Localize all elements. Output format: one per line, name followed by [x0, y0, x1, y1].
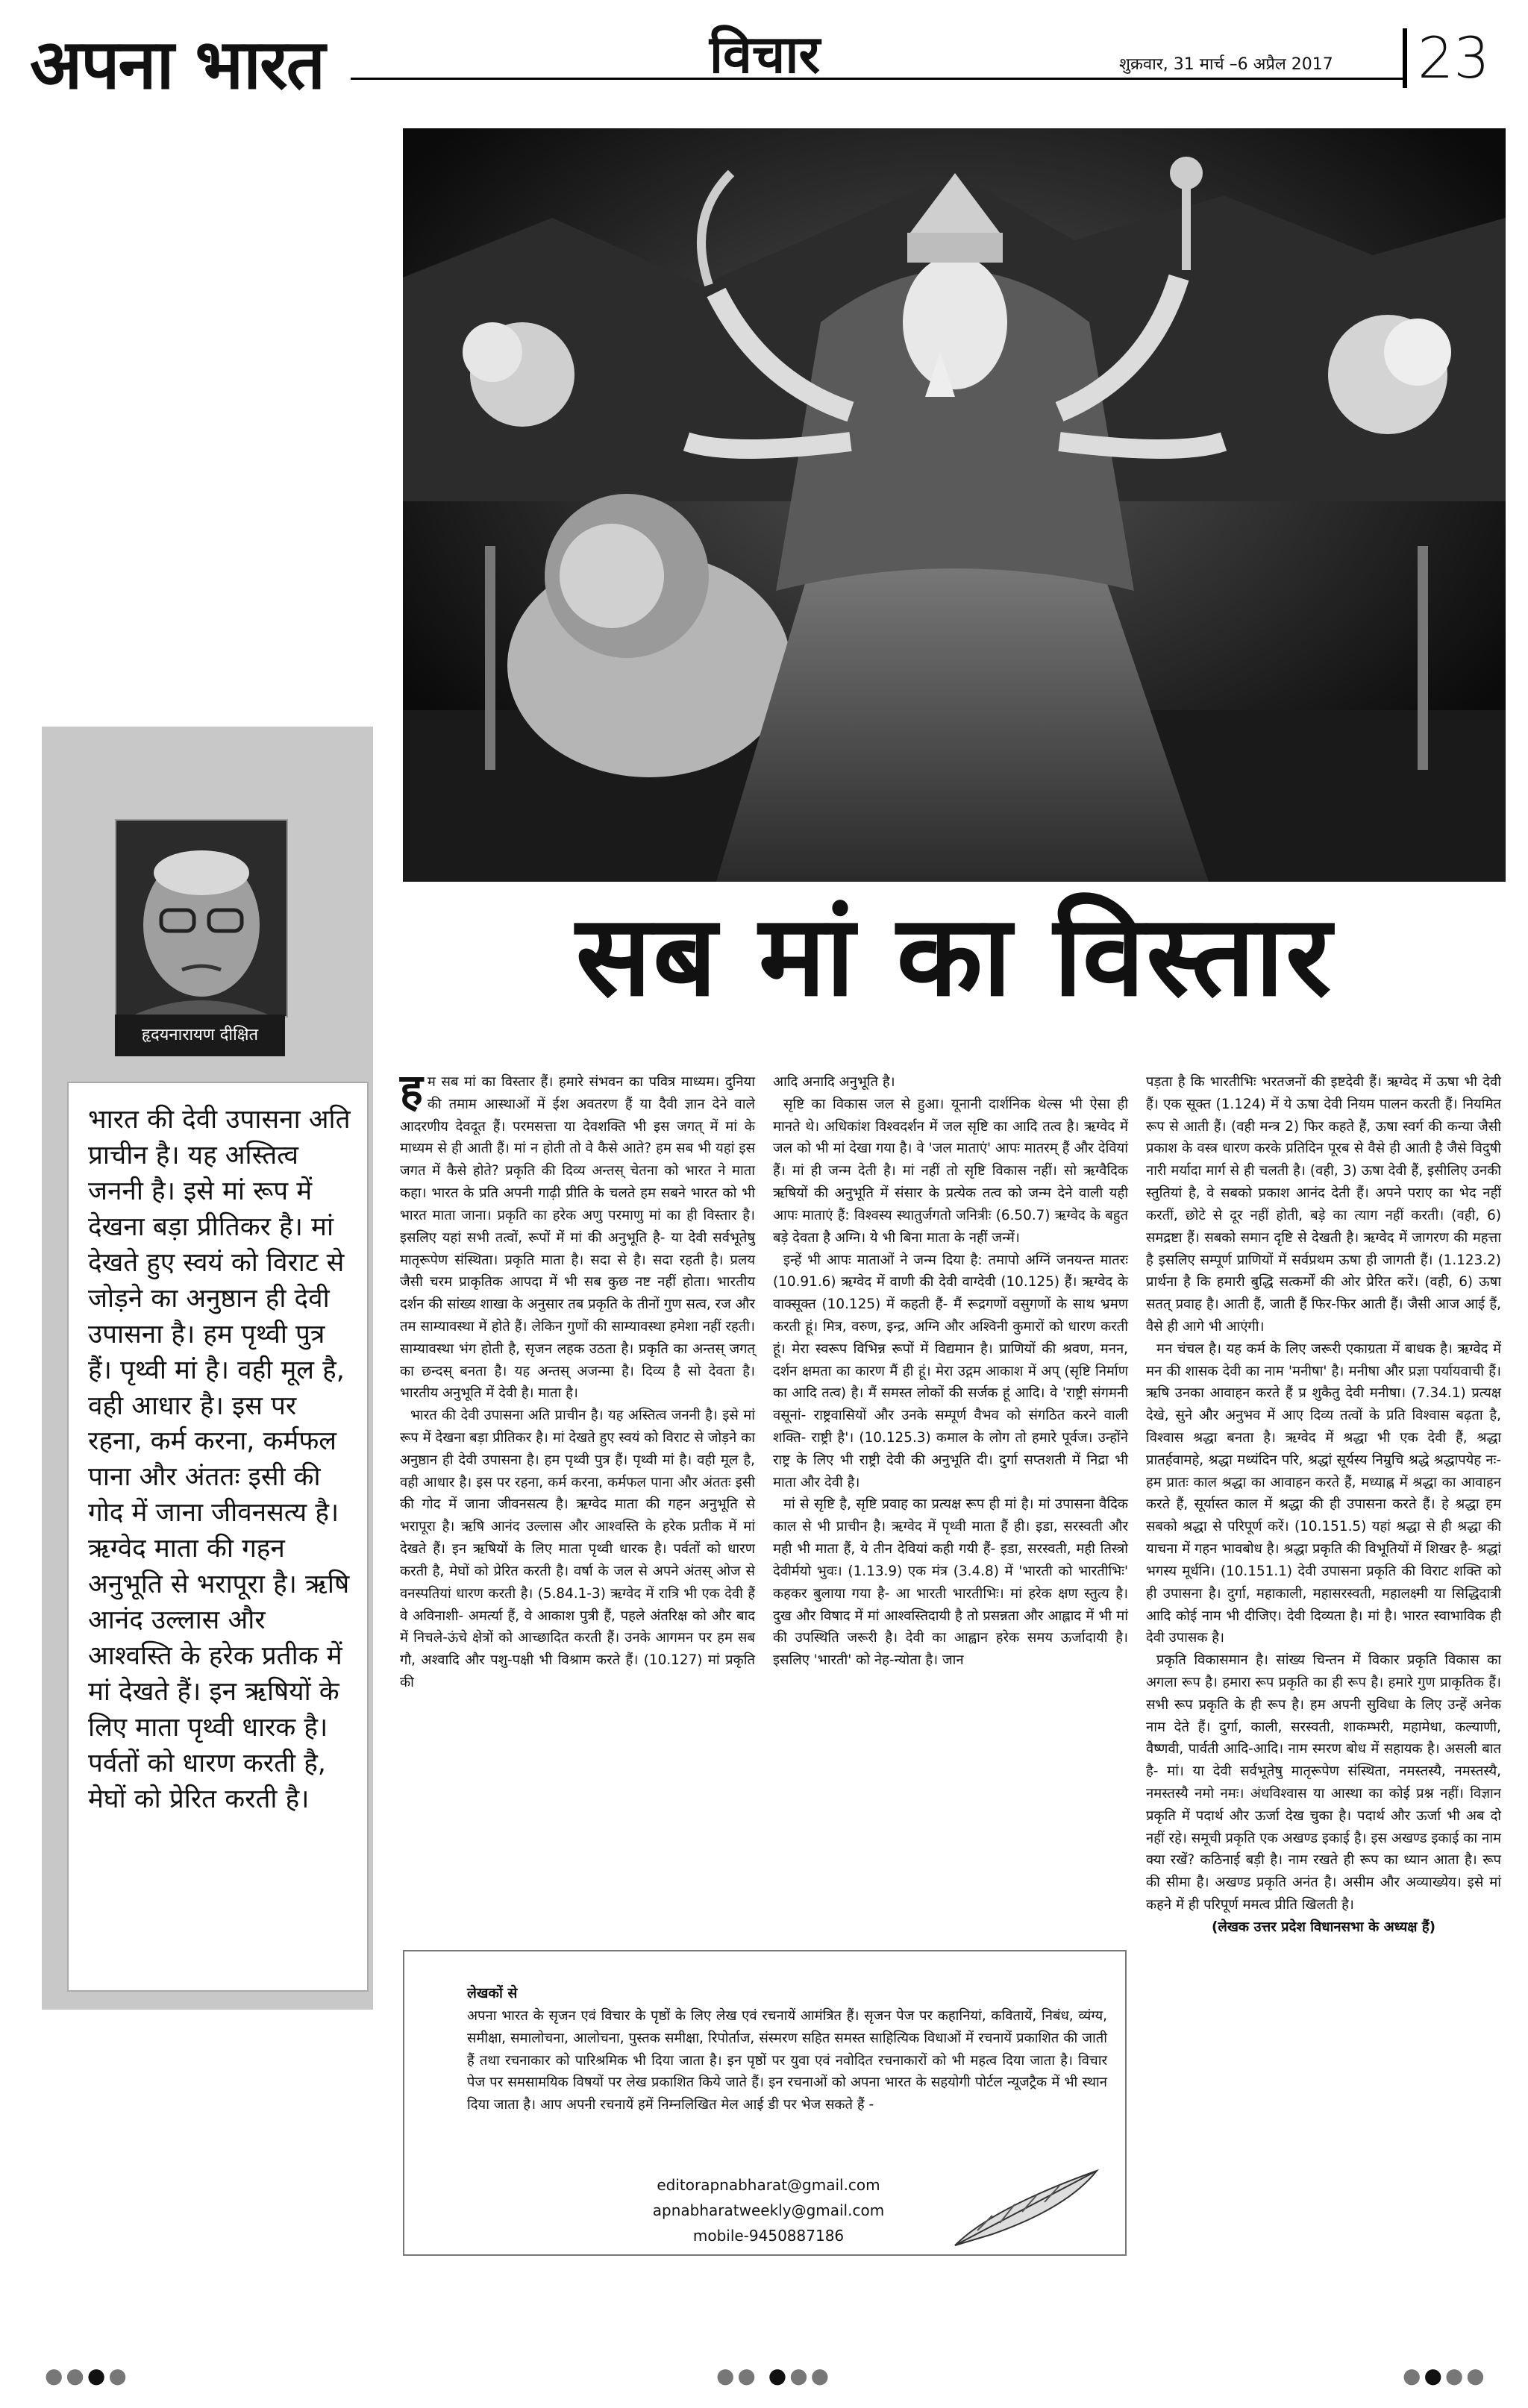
email-link[interactable]: editorapnabharat@gmail.com: [657, 2176, 880, 2194]
article-column-2: [773, 1071, 1128, 1672]
footer-dots-right: ●●●●: [1403, 2363, 1488, 2388]
section-title: विचार: [709, 24, 821, 85]
article-headline: सब मां का विस्तार: [575, 891, 1333, 1021]
article-column-3: [1146, 1071, 1501, 1939]
mobile-number: mobile-9450887186: [692, 2227, 845, 2245]
issue-date: शुक्रवार, 31 मार्च –6 अप्रैल 2017: [1119, 55, 1333, 74]
author-signoff: (लेखक उत्तर प्रदेश विधानसभा के अध्यक्ष हैं): [1211, 1919, 1435, 1935]
article-paragraph: सृष्टि का विकास जल से हुआ। यूनानी दार्शनिक थेल्स भी ऐसा ही मानते थे। अधिकांश विश्वदर्शन में जल सृष्टि का आदि तत्व है। ऋग्वेद में जल को भी मां देखा गया है। वे 'जल माताएं' आपः मातरम् हैं और देवियां हैं। मां ही जन्म देती है। मां नहीं तो सृष्टि विकास नहीं। सो ऋग्वैदिक ऋषियों की अनुभूति में संसार के प्रत्येक तत्व को जन्म देने वाली यही आपः माताएं हैं: विश्वस्य स्थातुर्जगतो जनित्रीः (6.50.7) ऋग्वेद के बहुत बड़े देवता है अग्नि। ये भी बिना माता के नहीं जन्में।: [773, 1096, 1128, 1246]
article-paragraph: आदि अनादि अनुभूति है।: [773, 1074, 895, 1090]
article-paragraph: म सब मां का विस्तार हैं। हमारे संभवन का पवित्र माध्यम। दुनिया की तमाम आस्थाओं में ईश अवतरण हैं या दैवी ज्ञान देने वाले आदरणीय देवदूत हैं। परमसत्ता या देवशक्ति भी इस जगत् में मां के माध्यम से ही आती हैं। मां न होती तो वे कैसे आते? हम सब भी यहां इस जगत में कैसे होते? प्रकृति की दिव्य अन्तस् चेतना को भारत ने माता कहा। भारत के प्रति अपनी गाढ़ी प्रीति के चलते हम सबने भारत को भी भारत माता जाना। प्रकृति का हरेक अणु परमाणु मां का ही विस्तार है। इसलिए यहां सभी तत्वों, रूपों में मां की अनुभूति है- या देवी सर्वभूतेषु मातृरूपेण संस्थिता। प्रकृति माता है। सदा से है। सदा रहती है। प्रलय जैसी चरम प्राकृतिक आपदा में भी सब कुछ नष्ट नहीं होता। भारतीय दर्शन की सांख्य शाखा के अनुसार तब प्रकृति के तीनों गुण सत्व, रज और तम साम्यावस्था में होते हैं। लेकिन गुणों की साम्यावस्था हमेशा नहीं रहती। साम्यावस्था भंग होती है, सृजन लहक उठता है। प्रकृति का अन्तस् जगत् का छन्दस् बनता है। यह अन्तस् अजन्मा है। दिव्य है सो देवता है। भारतीय अनुभूति में देवी है। माता है।: [400, 1074, 755, 1402]
masthead-rule: [351, 78, 1403, 80]
contributors-text: अपना भारत के सृजन एवं विचार के पृष्ठों के लिए लेख एवं रचनायें आमंत्रित हैं। सृजन पेज पर कहानियां, कवितायें, निबंध, व्यंग्य, समीक्षा, समालोचना, आलोचना, पुस्तक समीक्षा, रिपोर्ताज, संस्मरण सहित समस्त साहित्यिक विधाओं में रचनायें प्रकाशित की जाती हैं तथा रचनाकार को पारिश्रमिक भी दिया जाता है। इन पृष्ठों पर युवा एवं नवोदित रचनाकारों को भी महत्व दिया जाता है। विचार पेज पर समसामयिक विषयों पर लेख प्रकाशित किये जाते हैं। इन रचनाओं को अपना भारत के सहयोगी पोर्टल न्यूजट्रैक में भी स्थान दिया जाता है। आप अपनी रचनायें हमें निम्नलिखित मेल आई डी पर भेज सकते हैं -: [467, 2008, 1107, 2113]
masthead-divider: [1403, 28, 1407, 88]
author-name: हृदयनारायण दीक्षित: [115, 1015, 285, 1056]
page-number: 23: [1418, 25, 1490, 91]
footer-dots-left: ●●●●: [45, 2363, 130, 2388]
quill-pen-icon: [948, 2163, 1119, 2253]
article-paragraph: मां से सृष्टि है, सृष्टि प्रवाह का प्रत्यक्ष रूप ही मां है। मां उपासना वैदिक काल से भी प्राचीन है। ऋग्वेद में पृथ्वी माता हैं ही। इडा, सरस्वती और मही भी माता हैं, ये तीन देवियां कही गयी हैं- इडा, सरस्वती, मही तिस्त्रो देवीर्मयो भुवः। (1.13.9) एक मंत्र (3.4.8) में 'भारती को भारतीभिः' कहकर बुलाया गया है- आ भारती भारतीभिः। मां हरेक क्षण स्तुत्य है। दुख और विषाद में मां आश्वस्तिदायी है तो प्रसन्नता और आह्लाद में भी मां की उपस्थिति जरूरी है। देवी का आह्वान हरेक समय ऊर्जादायी है। इसलिए 'भारती' को नेह-न्योता है। जान: [773, 1496, 1128, 1669]
contributors-title: लेखकों से: [467, 1985, 518, 2001]
footer-dots-center: ●● ●●●: [716, 2363, 833, 2388]
newspaper-logo: अपना भारत: [30, 24, 325, 104]
contact-info: [649, 2172, 888, 2248]
pull-quote: भारत की देवी उपासना अति प्राचीन है। यह अस्तित्व जननी है। इसे मां रूप में देखना बड़ा प्रीतिकर है। मां देखते हुए स्वयं को विराट से जोड़ने का अनुष्ठान ही देवी उपासना है। हम पृथ्वी पुत्र हैं। पृथ्वी मां है। वही मूल है, वही आधार है। इस पर रहना, कर्म करना, कर्मफल पाना और अंततः इसी की गोद में जाना जीवनसत्य है। ऋग्वेद माता की गहन अनुभूति से भरापूरा है। ऋषि आनंद उल्लास और आश्वस्ति के हरेक प्रतीक में मां देखते हैं। इन ऋषियों के लिए माता पृथ्वी धारक है। पर्वतों को धारण करती है, मेघों को प्रेरित करती है।: [67, 1082, 369, 1992]
drop-cap: ह: [400, 1065, 423, 1115]
article-paragraph: मन चंचल है। यह कर्म के लिए जरूरी एकाग्रता में बाधक है। ऋग्वेद में मन की शासक देवी का नाम 'मनीषा' है। मनीषा और प्रज्ञा पर्यायवाची हैं। ऋषि उनका आवाहन करते हैं प्र शुकैतु देवी मनीषा। (7.34.1) प्रत्यक्ष देखे, सुने और अनुभव में आए दिव्य तत्वों के प्रति विश्वास बढ़ता है, विश्वास श्रद्धा बनता है। ऋग्वेद में श्रद्धा भी एक देवी हैं, श्रद्धा प्रातर्हवामहे, श्रद्धा मध्यंदिन परि, श्रद्धां सूर्यस्य निम्रुचि श्रद्धे श्रद्धापयेह नः- हम प्रातः काल श्रद्धा का आवाहन करते हैं, मध्याह्न में श्रद्धा का आवाहन करते हैं, सूर्यास्त काल में श्रद्धा की ही उपासना करते हैं। हे श्रद्धा हम सबको श्रद्धा से परिपूर्ण करें। (10.151.5) यहां श्रद्धा से ही श्रद्धा की याचना में गहन भावबोध है। श्रद्धा प्रकृति की विभूतियों में शिखर है- श्रद्धां भगस्य मूर्धनि। (10.151.1) देवी उपासना प्रकृति की विराट शक्ति को ही उपासना है। दुर्गा, महाकाली, महासरस्वती, महालक्ष्मी या सिद्धिदात्री आदि कोई नाम भी दीजिए। देवी दिव्यता है। मां है। भारत स्वाभाविक ही देवी उपासक है।: [1146, 1341, 1501, 1646]
goddess-photo: [403, 128, 1506, 882]
article-column-1: [400, 1065, 755, 1694]
article-paragraph: भारत की देवी उपासना अति प्राचीन है। यह अस्तित्व जननी है। इसे मां रूप में देखना बड़ा प्रीतिकर है। मां देखते हुए स्वयं को विराट से जोड़ने का अनुष्ठान ही देवी उपासना है। हम पृथ्वी पुत्र हैं। पृथ्वी मां है। वही मूल है, वही आधार है। इस पर रहना, कर्म करना, कर्मफल पाना और अंततः इसी की गोद में जाना जीवनसत्य है। ऋग्वेद माता की गहन अनुभूति से भरापूरा है। ऋषि आनंद उल्लास और आश्वस्ति के हरेक प्रतीक में मां देखते हैं। इन ऋषियों के लिए माता पृथ्वी धारक है। पर्वतों को धारण करती है, मेघों को प्रेरित करती है। वर्षा के जल से अपने अंतस् ओज से वनस्पतियां धारण करती है। (5.84.1-3) ऋग्वेद में रात्रि भी एक देवी हैं वे अविनाशी- अमर्त्या हैं, वे आकाश पुत्री हैं, पहले अंतरिक्ष को और बाद में निचले-ऊंचे क्षेत्रों को आच्छादित करती हैं। उनके आगमन पर हम सब गौ, अश्वादि और पशु-पक्षी भी विश्राम करते हैं। (10.127) मां प्रकृति की: [400, 1408, 755, 1690]
article-paragraph: प्रकृति विकासमान है। सांख्य चिन्तन में विकार प्रकृति विकास का अगला रूप है। हमारा रूप प्रकृति का ही रूप है। हमारे गुण प्राकृतिक हैं। सभी रूप प्रकृति के ही रूप है। हम अपनी सुविधा के लिए उन्हें अनेक नाम देते हैं। दुर्गा, काली, सरस्वती, शाकम्भरी, महामेधा, कल्याणी, वैष्णवी, पार्वती आदि-आदि। नाम स्मरण बोध में सहायक है। असली बात है- मां। या देवी सर्वभूतेषु मातृरूपेण संस्थिता, नमस्तस्यै, नमस्तस्यै, नमस्तस्यै नमो नमः। अंधविश्वास या आस्था का कोई प्रश्न नहीं। विज्ञान प्रकृति में पदार्थ और ऊर्जा देख चुका है। पदार्थ और ऊर्जा भी अब दो नहीं रहे। समूची प्रकृति एक अखण्ड इकाई है। इस अखण्ड इकाई का नाम क्या रखें? कठिनाई बड़ी है। नाम रखते ही रूप का ध्यान आता है। रूप की सीमा है। अखण्ड प्रकृति अनंत है। असीम और अव्याख्येय। इसे मां कहने में ही परिपूर्ण ममत्व प्रीति खिलती है।: [1146, 1652, 1501, 1913]
article-paragraph: पड़ता है कि भारतीभिः भरतजनों की इष्टदेवी हैं। ऋग्वेद में ऊषा भी देवी हैं। एक सूक्त (1.124) में ये ऊषा देवी नियम पालन करती हैं। नियमित रूप से आती हैं। (वही मन्त्र 2) फिर कहते हैं, ऊषा स्वर्ग की कन्या जैसी प्रकाश के वस्त्र धारण करके प्रतिदिन पूरब से वैसे ही आती है जैसे विदुषी नारी मर्यादा मार्ग से ही चलती है। (वही, 3) ऊषा देवी हैं, इसीलिए उनकी स्तुतियां है, वे सबको प्रकाश आनंद देती हैं। अपने पराए का भेद नहीं करतीं, छोटे से दूर नहीं होती, बड़े का त्याग नहीं करती। (वही, 6) समद्रष्टा हैं। सबको समान दृष्टि से देखती है। ऋग्वेद में जागरण की महत्ता है इसलिए सम्पूर्ण प्राणियों में सर्वप्रथम ऊषा ही जागती हैं। (1.123.2) प्रार्थना है कि हमारी बुद्धि सत्कर्मों की ओर प्रेरित करें। (वही, 6) ऊषा सतत् प्रवाह है। आती हैं, जाती हैं फिर-फिर आती हैं। जैसी आज आई हैं, वैसे ही आगे भी आएंगी।: [1146, 1074, 1501, 1335]
article-paragraph: इन्हें भी आपः माताओं ने जन्म दिया है: तमापो अग्निं जनयन्त मातरः (10.91.6) ऋग्वेद में वाणी की देवी वाग्देवी (10.125) हैं। ऋग्वेद के वाक्सूक्त (10.125) में कहती हैं- मैं रूद्रगणों वसुगणों के साथ भ्रमण करती हूं। मित्र, वरुण, इन्द्र, अग्नि और अश्विनी कुमारों को धारण करती हूं। मेरा स्वरूप विभिन्न रूपों में विद्यमान है। प्राणियों की श्रवण, मनन, दर्शन क्षमता का कारण मैं ही हूं। मेरा उद्गम आकाश में अप् (सृष्टि निर्माण का आदि तत्व) है। मैं समस्त लोकों की सर्जक हूं आदि। वे 'राष्ट्री संगमनी वसूनां- राष्ट्रवासियों और उनके सम्पूर्ण वैभव को संगठित करने वाली शक्ति- राष्ट्री है'। (10.125.3) कमाल के लोग तो हमारे पूर्वज। उन्होंने राष्ट्र के लिए भी राष्ट्री देवी की अनुभूति दी। दुर्गा सप्तशती में निद्रा भी माता और देवी है।: [773, 1252, 1128, 1490]
author-photo: [115, 819, 288, 1018]
email-link[interactable]: apnabharatweekly@gmail.com: [652, 2201, 885, 2219]
